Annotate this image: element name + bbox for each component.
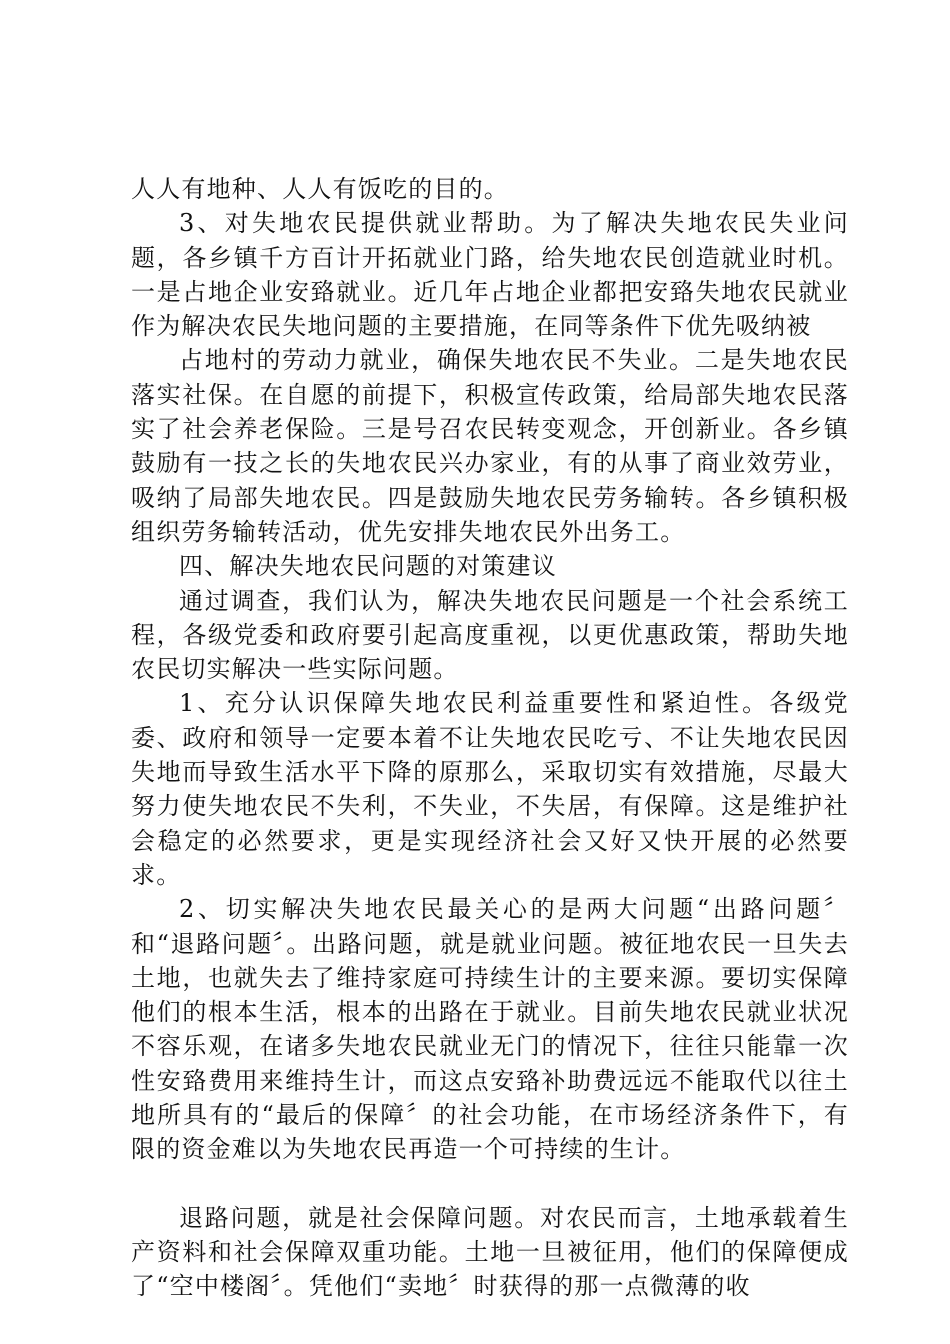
paragraph-3: 占地村的劳动力就业，确保失地农民不失业。二是失地农民落实社保。在自愿的前提下，积极宣传政策，给局部失地农民落实了社会养老保险。三是号召农民转变观念，开创新业。各乡镇鼓励有一技之长的失地农民兴办家业，有的从事了商业效劳业，吸纳了局部失地农民。四是鼓励失地农民劳务输转。各乡镇积极组织劳务输转活动，优先安排失地农民外出务工。: [131, 346, 849, 546]
paragraph-1: 人人有地种、人人有饭吃的目的。: [131, 175, 509, 203]
paragraph-7: 退路问题，就是社会保障问题。对农民而言，土地承载着生产资料和社会保障双重功能。土地一旦被征用，他们的保障便成了“空中楼阁〞。凭他们“卖地〞时获得的那一点微薄的收: [131, 1203, 849, 1301]
paragraph-6: 2、切实解决失地农民最关心的是两大问题“出路问题〞和“退路问题〞。出路问题，就是就业问题。被征地农民一旦失去土地，也就失去了维持家庭可持续生计的主要来源。要切实保障他们的根本生活，根本的出路在于就业。目前失地农民就业状况不容乐观，在诸多失地农民就业无门的情况下，往往只能靠一次性安臵费用来维持生计，而这点安臵补助费远远不能取代以往土地所具有的“最后的保障〞的社会功能，在市场经济条件下，有限的资金难以为失地农民再造一个可持续的生计。: [131, 895, 849, 1164]
paragraph-2: 3、对失地农民提供就业帮助。为了解决失地农民失业问题，各乡镇千方百计开拓就业门路，给失地农民创造就业时机。一是占地企业安臵就业。近几年占地企业都把安臵失地农民就业作为解决农民失地问题的主要措施，在同等条件下优先吸纳被: [131, 209, 849, 341]
body-text: [131, 172, 849, 1304]
paragraph-4: 通过调查，我们认为，解决失地农民问题是一个社会系统工程，各级党委和政府要引起高度重视，以更优惠政策，帮助失地农民切实解决一些实际问题。: [131, 586, 849, 684]
paragraph-5: 1、充分认识保障失地农民利益重要性和紧迫性。各级党委、政府和领导一定要本着不让失地农民吃亏、不让失地农民因失地而导致生活水平下降的原那么，采取切实有效措施，尽最大努力使失地农民不失利，不失业，不失居，有保障。这是维护社会稳定的必然要求，更是实现经济社会又好又快开展的必然要求。: [131, 689, 849, 889]
section-heading: 四、解决失地农民问题的对策建议: [179, 552, 557, 581]
paragraph-spacer: [131, 1167, 849, 1201]
